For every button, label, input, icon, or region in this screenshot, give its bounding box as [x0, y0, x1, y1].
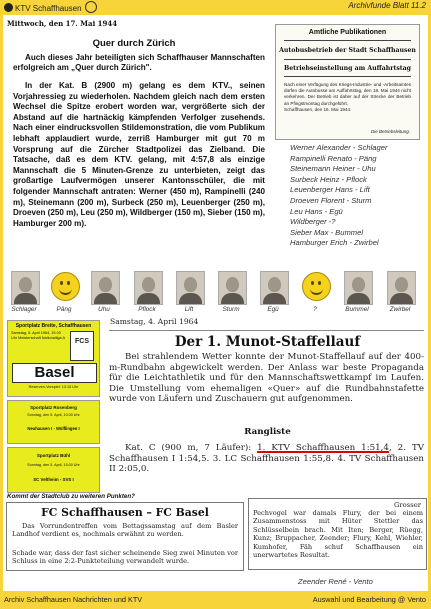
footer-right: Auswahl und Bearbeitung @ Vento	[312, 595, 426, 604]
content-area	[3, 15, 428, 591]
match-body-2: Schade war, dass der fast sicher scheinende Sieg zwei Minuten vor Schluss in eine 2:2-Punkteteilung verwandelt wurde.	[12, 549, 238, 566]
poster-opponent: Basel	[12, 363, 97, 383]
ranking-results	[109, 443, 424, 475]
lineup-item: Leu Hans - Egü	[290, 206, 343, 216]
poster-subtitle: Sonntag, den 5. April, 10.00 Uhr	[27, 413, 80, 417]
divider	[284, 40, 411, 41]
header-left	[4, 1, 97, 13]
divider	[284, 59, 411, 60]
grosser-article	[248, 498, 427, 570]
ranking-heading: Rangliste	[244, 427, 291, 437]
photo-label: ?	[313, 306, 317, 313]
fcs-badge-icon	[70, 331, 94, 361]
footer-left: Archiv Schaffhausen Nachrichten und KTV	[4, 595, 143, 604]
match-article	[6, 502, 244, 571]
divider	[284, 76, 411, 77]
article2-title: Der 1. Munot-Staffellauf	[174, 334, 361, 350]
article1-body: In der Kat. B (2900 m) gelang es dem KTV., seinen Vorjahressieg zu wiederholen. Nachdem gleich nach dem ersten Wechsel die Spitze erobert worden war, vergrößerte sich der Abstand auf die hartnäckig kämpfenden Verfolger zusehends. Nach einer eindrucksvollen Stildemonstration, die vom Publikum lebhaft applaudiert wurde, zerriß Hamburger mit gut 70 m Vorsprung auf die Zürcher Stadtpolizei das Zielband. Die Tatsache, daß es dem KTV. gelang, mit 4:57,8 als einzige Mannschaft die 5 Minuten-Grenze zu unterbieten, zeigt das großartige Laufvermögen unserer Kantonsschüler, die mit folgender Mannschaft antraten: Werner (450 m), Rampinelli (240 m), Steinemann (200 m), Surbeck (250 m), Leuenberger (250 m), Droeven (250 m), Leu (250 m), Wildberger (150 m), Sieber (150 m), Hamburger 200 m).	[13, 81, 265, 228]
photo-label: Egü	[267, 306, 279, 313]
announcement-heading-1: Autobusbetrieb der Stadt Schaffhausen	[279, 47, 416, 54]
portrait-photo	[91, 271, 120, 305]
article1-date: Mittwoch, den 17. Mai 1944	[7, 19, 118, 28]
poster-match: Neuhausen I - Wülflingen I	[27, 426, 80, 431]
photo-label: Lift	[184, 306, 194, 313]
photo-label: Pflock	[138, 306, 156, 313]
sheet-number: Archivfunde Blatt 11.2	[348, 1, 426, 10]
article2-body: Bei strahlendem Wetter konnte der Munot-Staffellauf auf der 400-m-Rundbahn abgewickelt werden. Der Anlass war beste Propaganda für die Leichtathletik und für den Mannschaftswettkampf im Laufen. Die Umstellung vom ehemaligen «Quer» auf die Rundbahnstafette wurde von Läufern und Zuschauern gut aufgenommen.	[109, 352, 424, 405]
poster-subtitle: Sonntag, den 5. April, 15.00 Uhr	[27, 463, 80, 467]
announcement-body	[284, 82, 411, 113]
header-title: KTV Schaffhausen	[15, 4, 82, 13]
lineup-item: Sieber Max - Bummel	[290, 227, 364, 237]
grosser-body: Pechvogel war damals Flury, der bei einem Zusammenstoss mit Hüter Stettler das Schlüsselbein brach. Mit Iten; Berger, Rüegg, Kunz; Bruppacher, Zeender; Flury, Kehl, Wiehler, Kumhofer, Fäh schuf Schaffhausen ein unerwartetes Resultat.	[253, 509, 423, 560]
lineup-list	[290, 143, 426, 249]
article1-title: Quer durch Zürich	[92, 38, 176, 49]
photo-credit: Zeender René - Vento	[298, 577, 373, 586]
lineup-item: Rampinelli Renato - Päng	[290, 153, 377, 163]
match-body-1: Das Vorrundentreffen vom Bettagssamstag auf dem Basler Landhof verdient es, nochmals erwähnt zu werden.	[12, 522, 238, 539]
smiley-icon	[302, 272, 331, 301]
results-prefix: Kat. C (900 m, 7 Läufer):	[125, 443, 258, 453]
poster-title: Sportplatz Rosenberg	[30, 405, 77, 410]
portrait-photo	[176, 271, 205, 305]
match-poster-rosenberg	[7, 400, 100, 444]
photo-label: Uhu	[98, 306, 110, 313]
announcement-title: Amtliche Publikationen	[308, 29, 387, 36]
match-title: FC Schaffhausen – FC Basel	[41, 506, 209, 519]
lineup-item: Wildberger -?	[290, 217, 336, 227]
lineup-item: Leuenberger Hans - Lift	[290, 185, 370, 195]
portrait-photo	[387, 271, 416, 305]
lineup-item: Steinemann Heiner - Uhu	[290, 164, 376, 174]
announcement-date: Schaffhausen, den 16. Mai 1944.	[284, 106, 352, 112]
portrait-photo	[344, 271, 373, 305]
match-kicker: Kommt der Stadtclub zu weiteren Punkten?	[7, 493, 135, 500]
photo-label: Bummel	[345, 306, 369, 313]
photo-label: Sturm	[222, 306, 240, 313]
article2-date: Samstag, 4. April 1964	[110, 317, 199, 326]
photo-label: Zwirbel	[389, 306, 411, 313]
poster-match: SC Veltheim - SVS I	[33, 477, 74, 482]
poster-title: Sportplatz Breite, Schaffhausen	[15, 323, 92, 329]
portrait-photo	[11, 271, 40, 305]
portrait-photo	[218, 271, 247, 305]
grosser-heading: Grosser	[393, 501, 421, 509]
crest-icon	[85, 1, 97, 13]
smiley-icon	[51, 272, 80, 301]
match-poster-basel	[7, 320, 100, 397]
ktv-logo-icon	[4, 3, 13, 12]
announcement-signature: Die Betriebsleitung.	[370, 129, 410, 134]
page-header	[0, 0, 431, 15]
lineup-item: Hamburger Erich - Zwirbel	[290, 238, 379, 248]
results-winner: 1. KTV Schaffhausen 1:51,4	[257, 443, 389, 453]
announcement-box	[275, 24, 420, 140]
poster-footer: Reserven-Vorspiel: 13.15 Uhr	[28, 385, 79, 389]
photo-label: Schlager	[11, 306, 37, 313]
article1-lead: Auch dieses Jahr beteiligten sich Schaffhauser Mannschaften erfolgreich am „Quer durch Zürich".	[13, 53, 265, 72]
results-rest: , 2. TV Schaffhausen I 1:54,5. 3. LC Schaffhausen 1:55,8. 4. TV Schaffhausen II 2:05,0.	[109, 443, 424, 475]
lineup-item: Werner Alexander - Schlager	[290, 143, 388, 152]
portrait-photo	[260, 271, 289, 305]
match-poster-buehl	[7, 447, 100, 493]
announcement-text: Nach einer Verfügung des Kriegs-Industrie- und -Arbeitsamtes dürfen die Autobusse am Auffahrtstag, den 18. Mai 1944 nicht verkehren. Der Betrieb ist daher auf der Strecke der Betrieb an Pfingstmontag durchgeführt.	[284, 82, 411, 106]
divider	[109, 330, 424, 331]
poster-subtitle: Samstag, 5. April 1964, 15.00 Uhr Meisterschaft Nationalliga A	[11, 331, 66, 340]
photo-label: Päng	[56, 306, 72, 313]
lineup-item: Droeven Florent - Sturm	[290, 195, 372, 205]
portrait-photo	[134, 271, 163, 305]
announcement-heading-2: Betriebseinstellung am Auffahrtstag	[283, 65, 412, 72]
badge-text: FCS	[75, 338, 89, 345]
lineup-item: Surbeck Heinz - Pflock	[290, 174, 367, 184]
poster-title: Sportplatz Bühl	[36, 453, 71, 458]
